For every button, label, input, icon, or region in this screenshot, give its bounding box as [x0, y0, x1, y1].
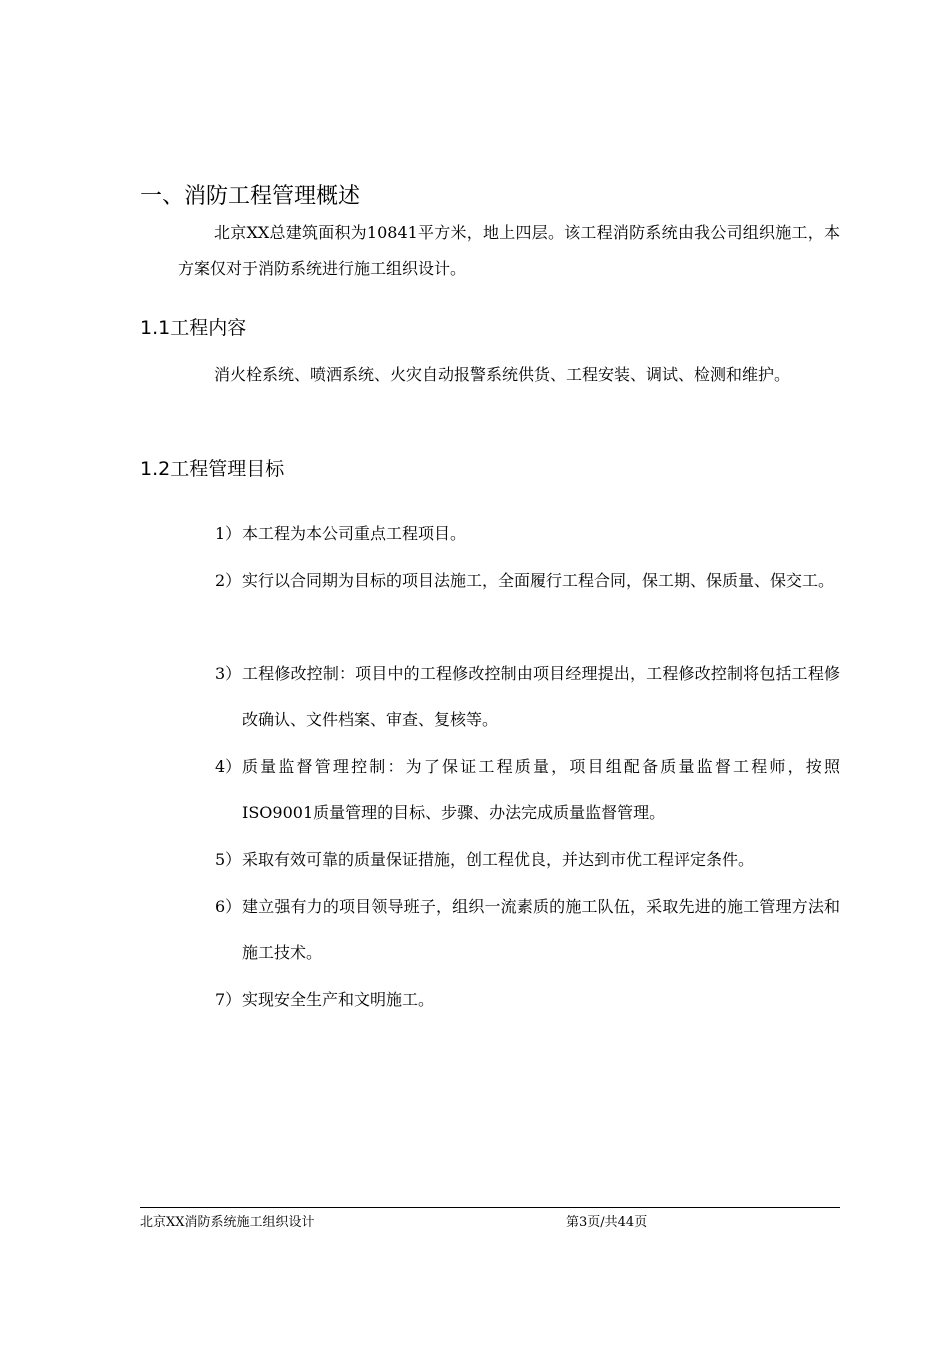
list-item-text: 建立强有力的项目领导班子，组织一流素质的施工队伍，采取先进的施工管理方法和施工技术。: [242, 897, 840, 962]
section-title: 一、消防工程管理概述: [140, 184, 361, 209]
list-item-number: 2）: [215, 571, 242, 590]
subsection-title-content: 1.1工程内容: [140, 317, 247, 339]
list-item-number: 7）: [215, 990, 242, 1009]
intro-paragraph: 北京XX总建筑面积为10841平方米，地上四层。该工程消防系统由我公司组织施工，本方案仅对于消防系统进行施工组织设计。: [178, 223, 840, 278]
list-item-text: 实现安全生产和文明施工。: [242, 990, 435, 1009]
list-item: [215, 511, 840, 557]
list-item-text: 采取有效可靠的质量保证措施，创工程优良，并达到市优工程评定条件。: [242, 850, 755, 869]
list-item-text: 实行以合同期为目标的项目法施工，全面履行工程合同，保工期、保质量、保交工。: [242, 571, 835, 590]
list-item: [215, 837, 840, 883]
list-item-text: 工程修改控制：项目中的工程修改控制由项目经理提出，工程修改控制将包括工程修改确认、文件档案、审查、复核等。: [242, 664, 840, 729]
list-item-text: 本工程为本公司重点工程项目。: [242, 524, 467, 543]
list-item-number: 4）: [215, 757, 242, 776]
subsection-title-goals: 1.2工程管理目标: [140, 458, 285, 480]
footer-divider: [140, 1207, 840, 1208]
list-item: [215, 884, 840, 976]
list-item: [215, 744, 840, 836]
list-item: [215, 558, 840, 604]
list-item: [215, 977, 840, 1023]
list-item-number: 6）: [215, 897, 242, 916]
list-item-text: 质量监督管理控制：为了保证工程质量，项目组配备质量监督工程师，按照ISO9001质量管理的目标、步骤、办法完成质量监督管理。: [242, 757, 840, 822]
footer-page-number: 第3页/共44页: [566, 1215, 648, 1230]
list-item-number: 3）: [215, 664, 242, 683]
list-item-number: 5）: [215, 850, 242, 869]
content-paragraph: 消火栓系统、喷洒系统、火灾自动报警系统供货、工程安装、调试、检测和维护。: [214, 365, 791, 384]
footer-document-title: 北京XX消防系统施工组织设计: [140, 1215, 315, 1230]
list-item: [215, 651, 840, 743]
list-item-number: 1）: [215, 524, 242, 543]
